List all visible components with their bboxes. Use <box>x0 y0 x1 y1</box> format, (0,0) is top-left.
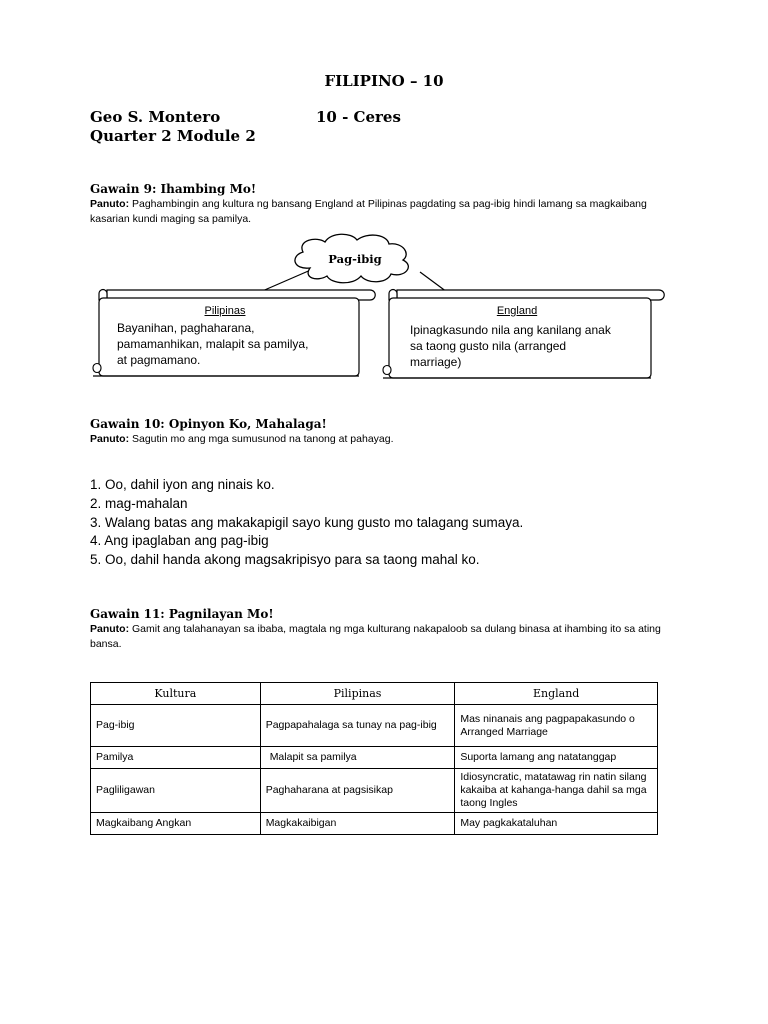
gawain11-title: Gawain 11: Pagnilayan Mo! <box>90 607 274 621</box>
page-title: FILIPINO – 10 <box>324 72 444 90</box>
connector-left <box>260 269 313 292</box>
left-box-heading: Pilipinas <box>204 305 246 317</box>
gawain10-title: Gawain 10: Opinyon Ko, Mahalaga! <box>90 417 327 431</box>
right-box-line: sa taong gusto nila (arranged <box>410 339 567 353</box>
student-section: 10 - Ceres <box>316 108 401 126</box>
instr-label: Panuto: <box>90 623 130 635</box>
module-label: Quarter 2 Module 2 <box>90 127 256 145</box>
table-row <box>91 705 658 747</box>
table-cell: Suporta lamang ang natatanggap <box>455 747 658 769</box>
instr-label: Panuto: <box>90 198 130 210</box>
answer-item: 2. mag-mahalan <box>90 495 188 511</box>
gawain11-instructions <box>90 622 665 652</box>
instr-text: Paghambingin ang kultura ng bansang England at Pilipinas pagdating sa pag-ibig hindi lamang sa magkaibang kasarian kundi maging sa pamilya. <box>90 198 647 225</box>
answer-item: 1. Oo, dahil iyon ang ninais ko. <box>90 477 275 492</box>
instr-text: Gamit ang talahanayan sa ibaba, magtala ng mga kulturang nakapaloob sa dulang binasa at ihambing ito sa ating bansa. <box>90 623 661 650</box>
table-row <box>91 769 658 813</box>
table-cell: Pagpapahalaga sa tunay na pag-ibig <box>260 705 455 747</box>
table-row <box>91 813 658 835</box>
student-name: Geo S. Montero <box>90 108 221 126</box>
instr-text: Sagutin mo ang mga sumusunod na tanong at pahayag. <box>129 433 394 445</box>
table-cell: Pag-ibig <box>91 705 261 747</box>
table-header-row <box>91 683 658 705</box>
right-box-body <box>410 322 650 370</box>
table-cell: Mas ninanais ang pagpapakasundo o Arranged Marriage <box>455 705 658 747</box>
table-cell: Magkaibang Angkan <box>91 813 261 835</box>
gawain9-title: Gawain 9: Ihambing Mo! <box>90 182 257 196</box>
gawain10-instructions <box>90 432 680 447</box>
table-cell: Magkakaibigan <box>260 813 455 835</box>
column-header: Kultura <box>91 683 261 705</box>
table-cell: May pagkakataluhan <box>455 813 658 835</box>
gawain9-instructions <box>90 197 680 227</box>
answer-item: 5. Oo, dahil handa akong magsakripisyo para sa taong mahal ko. <box>90 552 480 568</box>
right-box-line: marriage) <box>410 355 462 369</box>
table-cell: Paghaharana at pagsisikap <box>260 769 455 813</box>
left-box-line: at pagmamano. <box>117 353 201 367</box>
table-row <box>91 747 658 769</box>
culture-table <box>90 682 658 835</box>
column-header: Pilipinas <box>260 683 455 705</box>
right-box-line: Ipinagkasundo nila ang kanilang anak <box>410 323 611 337</box>
answer-item: 3. Walang batas ang makakapigil sayo kung gusto mo talagang sumaya. <box>90 514 524 530</box>
instr-label: Panuto: <box>90 433 130 445</box>
left-box-body <box>117 320 357 368</box>
cloud-label: Pag-ibig <box>328 252 382 266</box>
left-box-line: pamamanhikan, malapit sa pamilya, <box>117 337 309 351</box>
table-cell: Malapit sa pamilya <box>260 747 455 769</box>
connector-right <box>420 272 447 292</box>
answer-item: 4. Ang ipaglaban ang pag-ibig <box>90 533 269 549</box>
right-box-heading: England <box>496 305 538 317</box>
table-cell: Idiosyncratic, matatawag rin natin silang kakaiba at kahanga-hanga dahil sa mga taong Ingles <box>455 769 658 813</box>
table-cell: Pagliligawan <box>91 769 261 813</box>
left-box-line: Bayanihan, paghaharana, <box>117 321 255 335</box>
column-header: England <box>455 683 658 705</box>
answers-list <box>90 476 523 570</box>
comparison-diagram <box>85 232 675 387</box>
table-cell: Pamilya <box>91 747 261 769</box>
